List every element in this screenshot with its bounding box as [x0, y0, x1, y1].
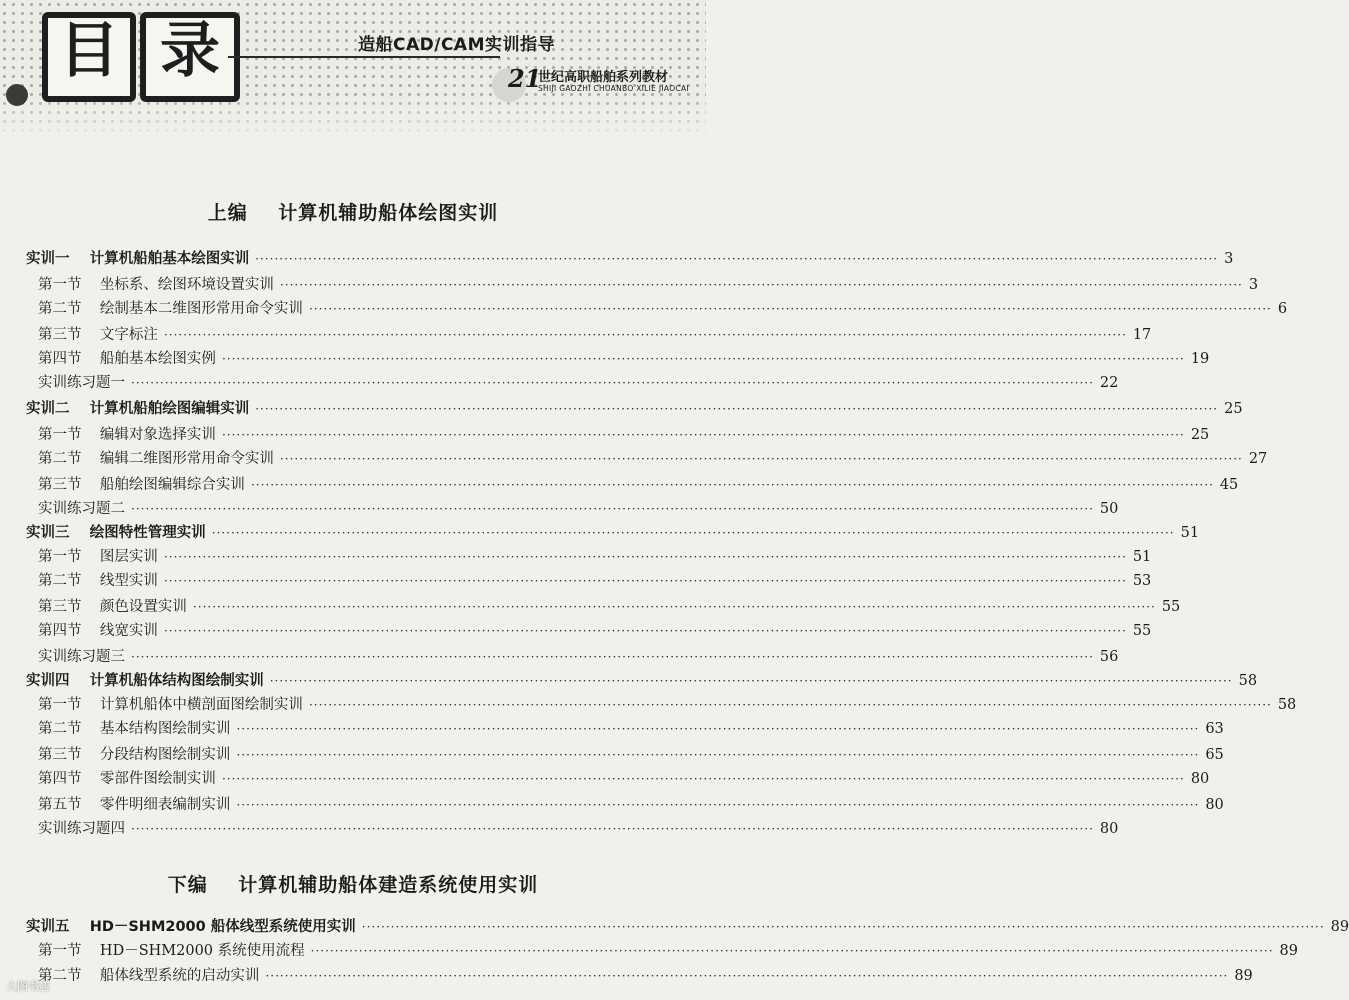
series-number: 21: [508, 64, 542, 93]
toc-entry-label: 第一节 坐标系、绘图环境设置实训: [38, 277, 274, 293]
toc-section-row[interactable]: [0, 474, 1239, 496]
toc-entry-label: 第一节 编辑对象选择实训: [38, 427, 216, 443]
toc-entry-label: 第二节 基本结构图绘制实训: [38, 721, 231, 737]
toc-entry-label: 第二节 船体线型系统的启动实训: [38, 968, 260, 984]
toc-section-row[interactable]: [0, 324, 1152, 346]
toc-page-number: 63: [1205, 721, 1224, 737]
toc-page-number: 89: [1330, 919, 1349, 935]
toc-entry-label: 第三节 文字标注: [38, 327, 158, 343]
toc-entry-label: 第三节 分段结构图绘制实训: [38, 747, 231, 763]
toc-page-number: 80: [1099, 821, 1119, 837]
toc-page-number: 56: [1099, 649, 1119, 665]
toc-leader-dots: ········································································································································································································: [163, 624, 1127, 638]
toc-leader-dots: ········································································································································································································: [250, 478, 1214, 492]
toc-section-row[interactable]: [0, 546, 1152, 568]
toc-section-row[interactable]: [0, 646, 1119, 668]
toc-section-row[interactable]: [0, 744, 1224, 766]
toc-leader-dots: ········································································································································································································: [279, 278, 1243, 292]
book-title: 造船CAD/CAM实训指导: [358, 35, 556, 55]
toc-chapter-row[interactable]: [0, 670, 1258, 692]
toc-entry-label: 实训五 HD－SHM2000 船体线型系统使用实训: [26, 919, 356, 935]
toc-leader-dots: ········································································································································································································: [131, 650, 1094, 664]
toc-entry-label: 第二节 线型实训: [38, 573, 158, 589]
toc-entry-label: 实训四 计算机船体结构图绘制实训: [26, 673, 264, 689]
toc-leader-dots: ········································································································································································································: [221, 772, 1185, 786]
toc-entry-label: 第四节 零部件图绘制实训: [38, 771, 216, 787]
toc-page-number: 19: [1190, 351, 1210, 367]
toc-leader-dots: ········································································································································································································: [221, 352, 1185, 366]
toc-leader-dots: ········································································································································································································: [255, 402, 1219, 416]
toc-chapter-row[interactable]: [0, 522, 1200, 544]
toc-leader-dots: ········································································································································································································: [163, 550, 1127, 564]
toc-page-number: 58: [1277, 697, 1297, 713]
toc-page-number: 3: [1224, 251, 1234, 267]
toc-leader-dots: ········································································································································································································: [310, 944, 1274, 958]
toc-section-row[interactable]: [0, 448, 1268, 470]
toc-section-row[interactable]: [0, 274, 1259, 296]
toc-leader-dots: ········································································································································································································: [131, 502, 1094, 516]
toc-entry-label: 实训三 绘图特性管理实训: [26, 525, 206, 541]
toc-page-number: 65: [1205, 747, 1224, 763]
toc-leader-dots: ········································································································································································································: [131, 376, 1094, 390]
toc-entry-label: 第一节 HD－SHM2000 系统使用流程: [38, 943, 305, 959]
toc-page-number: 22: [1099, 375, 1119, 391]
logo-char-mu: 目: [42, 12, 136, 102]
toc-page-number: 55: [1132, 623, 1152, 639]
toc-page-number: 51: [1180, 525, 1200, 541]
toc-chapter-row[interactable]: [0, 398, 1243, 420]
toc-chapter-row[interactable]: [0, 248, 1234, 270]
toc-entry-label: 第五节 零件明细表编制实训: [38, 797, 231, 813]
series-pinyin: SHIJI GAOZHI CHUANBO XILIE JIAOCAI: [538, 84, 689, 93]
toc-section-row[interactable]: [0, 818, 1119, 840]
decor-dot-left: [6, 84, 28, 106]
toc-leader-dots: ········································································································································································································: [236, 748, 1200, 762]
toc-page-number: 58: [1238, 673, 1258, 689]
toc-entry-label: 第二节 编辑二维图形常用命令实训: [38, 451, 274, 467]
toc-leader-dots: ········································································································································································································: [221, 428, 1185, 442]
toc-leader-dots: ········································································································································································································: [308, 698, 1272, 712]
toc-page-number: 25: [1224, 401, 1243, 417]
toc-leader-dots: ········································································································································································································: [211, 526, 1175, 540]
toc-page-number: 45: [1219, 477, 1239, 493]
toc-page-number: 50: [1099, 501, 1119, 517]
toc-page-number: 51: [1132, 549, 1152, 565]
toc-entry-label: 第三节 颜色设置实训: [38, 599, 187, 615]
toc-section-row[interactable]: [0, 718, 1224, 740]
toc-section-row[interactable]: [0, 298, 1288, 320]
toc-leader-dots: ········································································································································································································: [192, 600, 1156, 614]
toc-section-row[interactable]: [0, 694, 1297, 716]
toc-section-row[interactable]: [0, 372, 1119, 394]
toc-section-row[interactable]: [0, 620, 1152, 642]
toc-entry-label: 第一节 计算机船体中横剖面图绘制实训: [38, 697, 303, 713]
part-two-title: 下编 计算机辅助船体建造系统使用实训: [167, 874, 539, 896]
toc-leader-dots: ········································································································································································································: [236, 798, 1200, 812]
toc-entry-label: 实训练习题三: [38, 649, 125, 665]
toc-chapter-row[interactable]: [0, 916, 1349, 938]
toc-page-number: 27: [1248, 451, 1268, 467]
toc-section-row[interactable]: [0, 424, 1210, 446]
toc-section-row[interactable]: [0, 570, 1152, 592]
toc-section-row[interactable]: [0, 794, 1224, 816]
series-title: 世纪高职船舶系列教材: [538, 70, 669, 85]
toc-page-number: 53: [1132, 573, 1152, 589]
toc-leader-dots: ········································································································································································································: [269, 674, 1233, 688]
toc-leader-dots: ········································································································································································································: [308, 302, 1272, 316]
toc-leader-dots: ········································································································································································································: [236, 722, 1200, 736]
toc-page-number: 17: [1132, 327, 1152, 343]
toc-section-row[interactable]: [0, 940, 1298, 962]
toc-entry-label: 实训二 计算机船舶绘图编辑实训: [26, 401, 250, 417]
toc-section-row[interactable]: [0, 348, 1210, 370]
toc-page-number: 89: [1279, 943, 1298, 959]
toc-section-row[interactable]: [0, 498, 1119, 520]
part-one-title: 上编 计算机辅助船体绘图实训: [207, 202, 499, 224]
toc-section-row[interactable]: [0, 596, 1181, 618]
toc-entry-label: 实训练习题一: [38, 375, 125, 391]
toc-entry-label: 第二节 绘制基本二维图形常用命令实训: [38, 301, 303, 317]
toc-leader-dots: ········································································································································································································: [163, 328, 1127, 342]
toc-section-row[interactable]: [0, 768, 1210, 790]
toc-entry-label: 实训一 计算机船舶基本绘图实训: [26, 251, 250, 267]
logo-char-lu: 录: [140, 12, 240, 102]
toc-leader-dots: ········································································································································································································: [265, 969, 1229, 983]
toc-leader-dots: ········································································································································································································: [255, 252, 1219, 266]
toc-entry-label: 第四节 线宽实训: [38, 623, 158, 639]
toc-entry-label: 第一节 图层实训: [38, 549, 158, 565]
toc-section-row[interactable]: [0, 965, 1253, 987]
toc-page-number: 3: [1248, 277, 1259, 293]
toc-page-number: 6: [1277, 301, 1288, 317]
toc-leader-dots: ········································································································································································································: [131, 822, 1094, 836]
toc-leader-dots: ········································································································································································································: [279, 452, 1243, 466]
toc-page-number: 55: [1161, 599, 1181, 615]
toc-leader-dots: ········································································································································································································: [163, 574, 1127, 588]
toc-entry-label: 实训练习题四: [38, 821, 125, 837]
toc-entry-label: 第三节 船舶绘图编辑综合实训: [38, 477, 245, 493]
toc-leader-dots: ········································································································································································································: [361, 920, 1325, 934]
toc-page-number: 25: [1190, 427, 1210, 443]
toc-page-number: 80: [1190, 771, 1210, 787]
watermark: 大图书店: [6, 980, 50, 993]
toc-page-number: 89: [1234, 968, 1253, 984]
toc-page-number: 80: [1205, 797, 1224, 813]
toc-entry-label: 第四节 船舶基本绘图实例: [38, 351, 216, 367]
toc-entry-label: 实训练习题二: [38, 501, 125, 517]
title-rule: [228, 56, 500, 58]
